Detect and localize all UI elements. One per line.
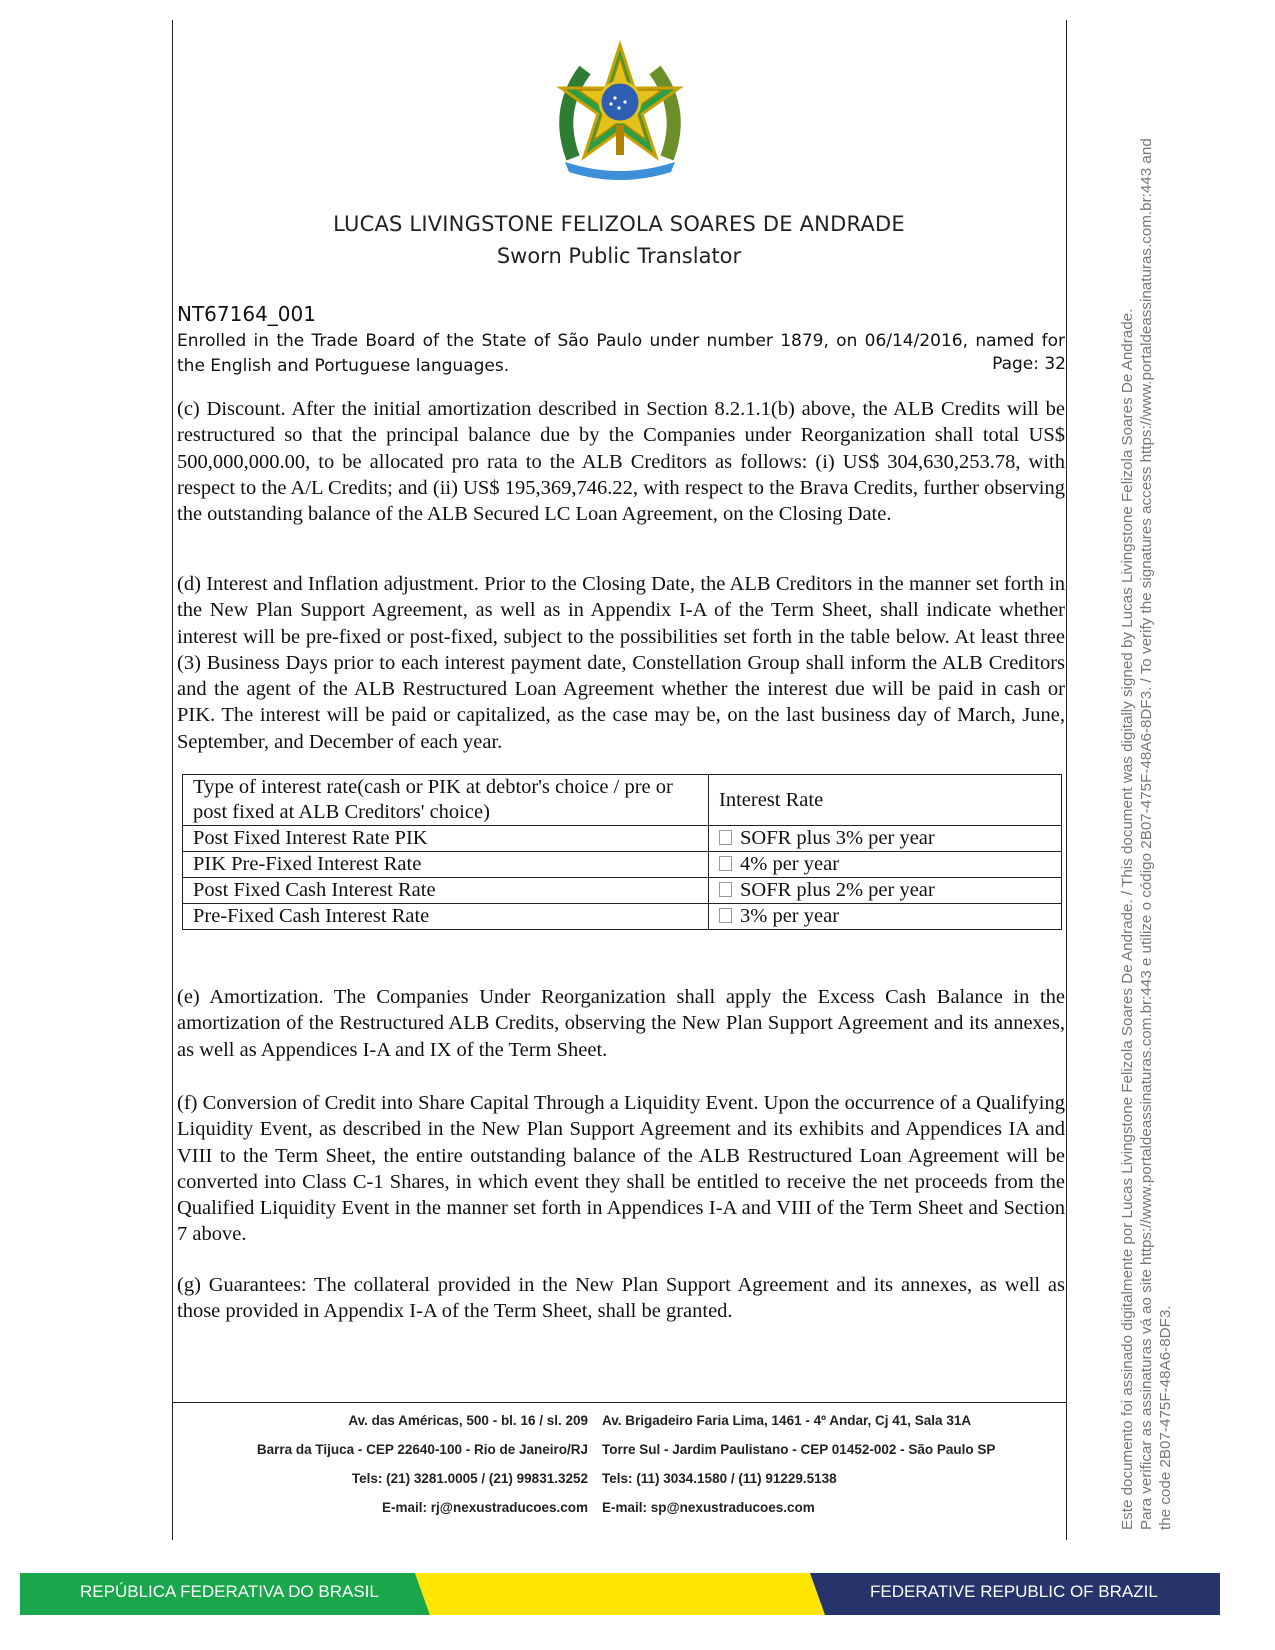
rj-email: E-mail: rj@nexustraducoes.com — [382, 1500, 588, 1515]
page-margin-right-rule — [1066, 20, 1067, 1540]
rate-type-cell: Post Fixed Cash Interest Rate — [183, 878, 709, 904]
sp-email: E-mail: sp@nexustraducoes.com — [602, 1500, 815, 1515]
translator-name: LUCAS LIVINGSTONE FELIZOLA SOARES DE ANDRADE — [333, 212, 905, 236]
footer-divider — [172, 1402, 1066, 1403]
rate-value-text: SOFR plus 3% per year — [740, 827, 935, 849]
paragraph-g-guarantees: (g) Guarantees: The collateral provided in the New Plan Support Agreement and its annexes, as well as those provided in Appendix I-A of the Term Sheet, shall be granted. — [177, 1274, 1065, 1323]
rate-value-text: 4% per year — [740, 853, 840, 875]
signature-note-line: the code 2B07-475F-48A6-8DF3. — [1157, 1305, 1174, 1530]
banner-right-label: FEDERATIVE REPUBLIC OF BRAZIL — [870, 1582, 1158, 1601]
rate-value-cell — [709, 878, 1062, 904]
rate-type-cell: PIK Pre-Fixed Interest Rate — [183, 852, 709, 878]
rj-address-line: Barra da Tijuca - CEP 22640-100 - Rio de Janeiro/RJ — [256, 1442, 588, 1457]
sp-address-line: Av. Brigadeiro Faria Lima, 1461 - 4º Andar, Cj 41, Sala 31A — [602, 1413, 972, 1428]
table-row — [183, 826, 1062, 852]
rate-value-cell — [709, 852, 1062, 878]
rate-value-cell — [709, 904, 1062, 930]
signature-note-line: Para verificar as assinaturas vá ao site https://www.portaldeassinaturas.com.br:443 e utilize o código 2B07-475F-48A6-8DF3. / To verify the signatures access https://www.portaldeassinaturas.com.br:443 and — [1138, 138, 1155, 1530]
checkbox-icon — [719, 830, 732, 845]
document-code: NT67164_001 — [177, 302, 316, 326]
table-row — [183, 878, 1062, 904]
digital-signature-note — [1118, 138, 1175, 1530]
table-row — [183, 904, 1062, 930]
rate-type-cell: Pre-Fixed Cash Interest Rate — [183, 904, 709, 930]
table-row — [183, 852, 1062, 878]
rate-value-cell — [709, 826, 1062, 852]
rj-address-line: Av. das Américas, 500 - bl. 16 / sl. 209 — [348, 1413, 588, 1428]
sp-phone: Tels: (11) 3034.1580 / (11) 91229.5138 — [602, 1471, 837, 1486]
signature-note-line: Este documento foi assinado digitalmente por Lucas Livingstone Felizola Soares De Andrade. / This document was digitally signed by Lucas Livingstone Felizola Soares De Andrade. — [1119, 308, 1136, 1530]
checkbox-icon — [719, 882, 732, 897]
paragraph-e-amortization: (e) Amortization. The Companies Under Reorganization shall apply the Excess Cash Balance in the amortization of the Restructured ALB Credits, observing the New Plan Support Agreement and its annexes, as well as Appendices I-A and IX of the Term Sheet. — [177, 986, 1065, 1061]
coat-of-arms-emblem — [545, 40, 695, 180]
enrollment-statement: Enrolled in the Trade Board of the State of São Paulo under number 1879, on 06/14/2016, named for the English and Portuguese languages. — [177, 331, 1065, 376]
paragraph-c-discount: (c) Discount. After the initial amortization described in Section 8.2.1.1(b) above, the ALB Credits will be restructured so that the principal balance due by the Companies under Reorganization shall total US$ 500,000,000.00, to be allocated pro rata to the ALB Creditors as follows: (i) US$ 304,630,253.78, with respect to the A/L Credits; and (ii) US$ 195,369,746.22, with respect to the Brava Credits, further observing the outstanding balance of the ALB Secured LC Loan Agreement, on the Closing Date. — [177, 398, 1065, 526]
sp-address-line: Torre Sul - Jardim Paulistano - CEP 01452-002 - São Paulo SP — [602, 1442, 996, 1457]
translator-title: Sworn Public Translator — [496, 244, 742, 268]
paragraph-f-conversion: (f) Conversion of Credit into Share Capital Through a Liquidity Event. Upon the occurrence of a Qualifying Liquidity Event, as described in the New Plan Support Agreement and its exhibits and Appendices IA and VIII to the Term Sheet, the entire outstanding balance of the ALB Restructured Loan Agreement will be converted into Class C-1 Shares, in which event they shall be entitled to receive the net proceeds from the Qualified Liquidity Event in the manner set forth in Appendices I-A and VIII of the Term Sheet and Section 7 above. — [177, 1092, 1065, 1246]
interest-rate-table — [182, 774, 1062, 930]
paragraph-d-interest: (d) Interest and Inflation adjustment. Prior to the Closing Date, the ALB Creditors in the manner set forth in the New Plan Support Agreement, as well as in Appendix I-A of the Term Sheet, shall indicate whether interest will be pre-fixed or post-fixed, subject to the possibilities set forth in the table below. At least three (3) Business Days prior to each interest payment date, Constellation Group shall inform the ALB Creditors and the agent of the ALB Restructured Loan Agreement whether the interest due will be paid in cash or PIK. The interest will be paid or capitalized, as the case may be, on the last business day of March, June, September, and December of each year. — [177, 573, 1065, 753]
rate-value-text: SOFR plus 2% per year — [740, 879, 935, 901]
table-header-row — [183, 775, 1062, 826]
rj-phone: Tels: (21) 3281.0005 / (21) 99831.3252 — [351, 1471, 588, 1486]
checkbox-icon — [719, 908, 732, 923]
rate-type-cell: Post Fixed Interest Rate PIK — [183, 826, 709, 852]
table-header-cell: Interest Rate — [709, 775, 1062, 826]
rate-value-text: 3% per year — [740, 905, 840, 927]
table-header-cell: Type of interest rate(cash or PIK at debtor's choice / pre or post fixed at ALB Creditors' choice) — [183, 775, 709, 826]
banner-left-label: REPÚBLICA FEDERATIVA DO BRASIL — [80, 1582, 379, 1601]
checkbox-icon — [719, 856, 732, 871]
page-number: Page: 32 — [992, 354, 1066, 374]
